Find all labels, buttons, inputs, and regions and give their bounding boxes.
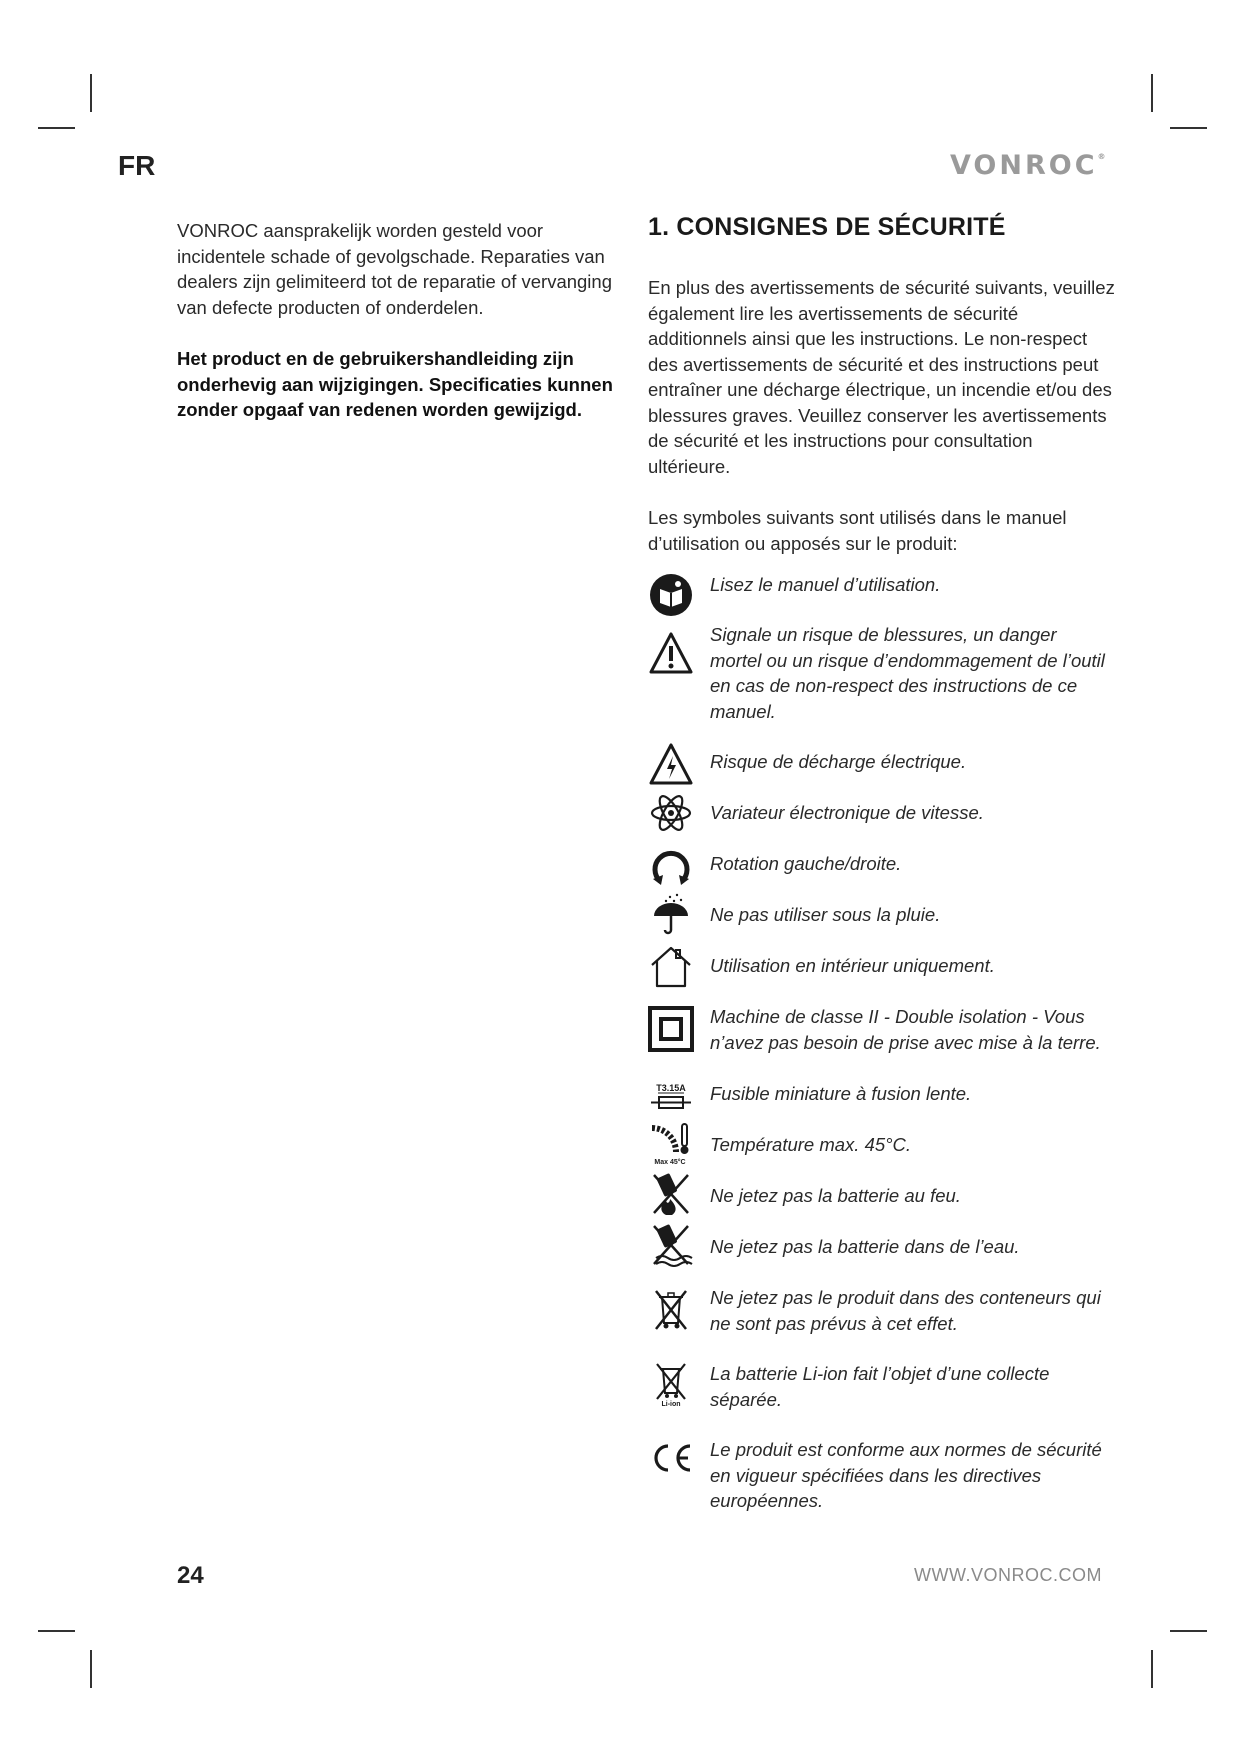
li-ion-label: Li-ion (661, 1401, 681, 1407)
weee-bin-icon (648, 1285, 694, 1331)
symbol-description: La batterie Li-ion fait l’objet d’une collecte séparée. (710, 1363, 1050, 1410)
liability-paragraph: VONROC aansprakelijk worden gesteld voor incidentele schade of gevolgschade. Reparaties van dealers zijn gelimiteerd tot de reparatie of vervanging van defecte producten of onderdelen. (177, 220, 612, 318)
symbol-description: Machine de classe II - Double isolation - Vous n’avez pas besoin de prise avec mise à la terre. (710, 1006, 1101, 1053)
language-code: FR (118, 150, 156, 181)
website-url: WWW.VONROC.COM (914, 1565, 1102, 1585)
temperature-label: Max 45°C (654, 1159, 686, 1166)
brand-logo: VONROC® (950, 150, 1106, 181)
no-rain-icon (648, 892, 694, 938)
warning-icon (648, 630, 694, 676)
indoor-use-icon (648, 943, 694, 989)
crop-mark (90, 74, 92, 112)
right-column (648, 213, 1118, 582)
max-temperature-icon (648, 1120, 694, 1166)
symbol-description: Variateur électronique de vitesse. (710, 802, 984, 823)
read-manual-icon (648, 572, 694, 618)
li-ion-bin-icon (648, 1361, 694, 1407)
symbol-description: Lisez le manuel d’utilisation. (710, 574, 941, 595)
symbol-description: Température max. 45°C. (710, 1134, 912, 1155)
page-number: 24 (177, 1562, 204, 1589)
symbol-description: Signale un risque de blessures, un danger mortel ou un risque d’endommagement de l’outil en cas de non-respect des instructions de ce manuel. (710, 624, 1105, 722)
changes-notice: Het product en de gebruikershandleiding zijn onderhevig aan wijzigingen. Specificaties kunnen zonder opgaaf van redenen worden gewijzigd. (177, 348, 613, 420)
fuse-label: T3.15A (656, 1083, 686, 1093)
symbol-description: Ne jetez pas la batterie au feu. (710, 1185, 961, 1206)
crop-mark (90, 1650, 92, 1688)
symbol-description: Ne pas utiliser sous la pluie. (710, 904, 941, 925)
crop-mark (1170, 1630, 1207, 1632)
speed-variator-icon (648, 790, 694, 836)
ce-mark-icon (648, 1435, 694, 1481)
symbol-description: Fusible miniature à fusion lente. (710, 1083, 972, 1104)
symbol-description: Risque de décharge électrique. (710, 751, 967, 772)
no-fire-icon (648, 1171, 694, 1217)
symbol-description: Utilisation en intérieur uniquement. (710, 955, 995, 976)
intro-paragraph: En plus des avertissements de sécurité suivants, veuillez également lire les avertissements de sécurité additionnels ainsi que les instructions. Le non-respect des avertissements de sécurité et des instructions peut entraîner une décharge électrique, un incendie et/ou des blessures graves. Veuillez conserver les avertissements de sécurité et les instructions pour consultation ultérieure. (648, 277, 1115, 477)
symbol-description: Ne jetez pas la batterie dans de l’eau. (710, 1236, 1020, 1257)
section-title: 1. CONSIGNES DE SÉCURITÉ (648, 213, 1006, 241)
double-insulation-icon (648, 1006, 694, 1052)
crop-mark (1151, 1650, 1153, 1688)
crop-mark (1170, 127, 1207, 129)
rotation-icon (648, 843, 694, 889)
symbol-description: Le produit est conforme aux normes de sécurité en vigueur spécifiées dans les directives européennes. (710, 1439, 1102, 1511)
crop-mark (38, 1630, 75, 1632)
crop-mark (1151, 74, 1153, 112)
symbol-description: Ne jetez pas le produit dans des conteneurs qui ne sont pas prévus à cet effet. (710, 1287, 1101, 1334)
electric-shock-icon (648, 741, 694, 787)
crop-mark (38, 127, 75, 129)
symbols-intro: Les symboles suivants sont utilisés dans le manuel d’utilisation ou apposés sur le produit: (648, 507, 1067, 554)
no-water-icon (648, 1222, 694, 1268)
symbol-description: Rotation gauche/droite. (710, 853, 902, 874)
left-column (177, 218, 617, 449)
